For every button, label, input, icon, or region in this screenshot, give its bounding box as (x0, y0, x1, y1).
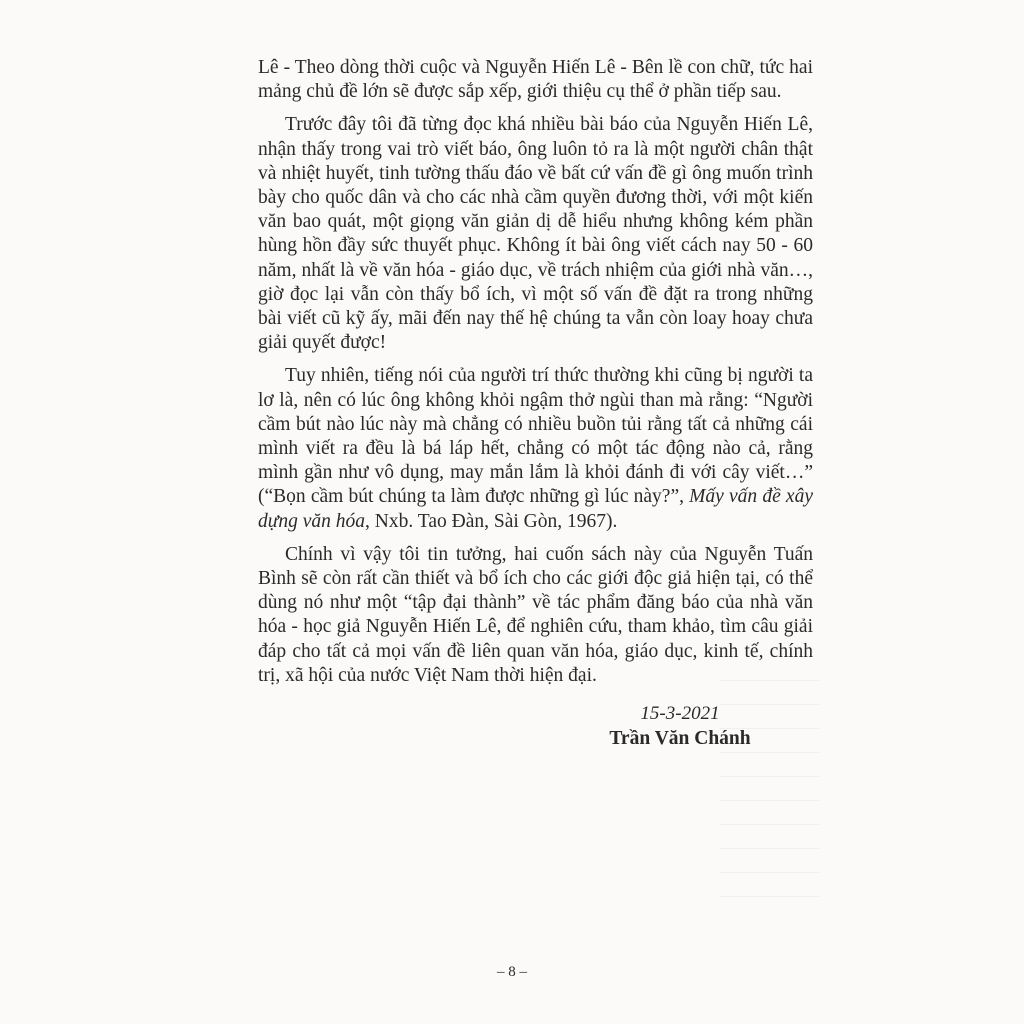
citation (258, 486, 813, 531)
paragraph-3-text: Tuy nhiên, tiếng nói của người trí thức thường khi cũng bị người ta lơ là, nên có lúc ông không khỏi ngậm thở ngùi than mà rằng: “Người cầm bút nào lúc này mà chẳng có nhiều buồn tủi rằng tất cả những cái mình viết ra đều là bá láp hết, chẳng có một tác động nào cả, rằng mình gần như vô dụng, may mắn lắm là khỏi đánh đi với cây viết…” (258, 365, 813, 484)
citation-suffix: , Nxb. Tao Đàn, Sài Gòn, 1967). (365, 510, 618, 532)
citation-title: Mấy vấn đề xây dựng văn hóa (258, 486, 813, 532)
signature-name: Trần Văn Chánh (609, 728, 751, 749)
paragraph-4: Chính vì vậy tôi tin tưởng, hai cuốn sách này của Nguyễn Tuấn Bình sẽ còn rất cần thiết và bổ ích cho các giới độc giả hiện tại, có thể dùng nó như một “tập đại thành” về tác phẩm đăng báo của nhà văn hóa - học giả Nguyễn Hiến Lê, để nghiên cứu, tham khảo, tìm câu giải đáp cho tất cả mọi vấn đề liên quan văn hóa, giáo dục, kinh tế, chính trị, xã hội của nước Việt Nam thời hiện đại. (258, 543, 813, 686)
citation-prefix: (“Bọn cầm bút chúng ta làm được những gì lúc này?”, (258, 486, 690, 508)
paragraph-2: Trước đây tôi đã từng đọc khá nhiều bài báo của Nguyễn Hiến Lê, nhận thấy trong vai trò viết báo, ông luôn tỏ ra là một người chân thật và nhiệt huyết, tinh tường thấu đáo về bất cứ vấn đề gì ông muốn trình bày cho quốc dân và cho các nhà cầm quyền đương thời, với một kiến văn bao quát, một giọng văn giản dị dễ hiểu nhưng không kém phần hùng hồn đầy sức thuyết phục. Không ít bài ông viết cách nay 50 - 60 năm, nhất là về văn hóa - giáo dục, về trách nhiệm của giới nhà văn…, giờ đọc lại vẫn còn thấy bổ ích, vì một số vấn đề đặt ra trong những bài viết cũ kỹ ấy, mãi đến nay thế hệ chúng ta vẫn còn loay hoay chưa giải quyết được! (258, 114, 813, 354)
paragraph-3 (258, 364, 813, 533)
signature-date: 15-3-2021 (640, 703, 720, 724)
body-text (258, 56, 813, 697)
paragraph-1: Lê - Theo dòng thời cuộc và Nguyễn Hiến Lê - Bên lề con chữ, tức hai mảng chủ đề lớn sẽ được sắp xếp, giới thiệu cụ thể ở phần tiếp sau. (258, 57, 813, 103)
signature-block (580, 702, 780, 752)
page-number: – 8 – (497, 964, 527, 980)
